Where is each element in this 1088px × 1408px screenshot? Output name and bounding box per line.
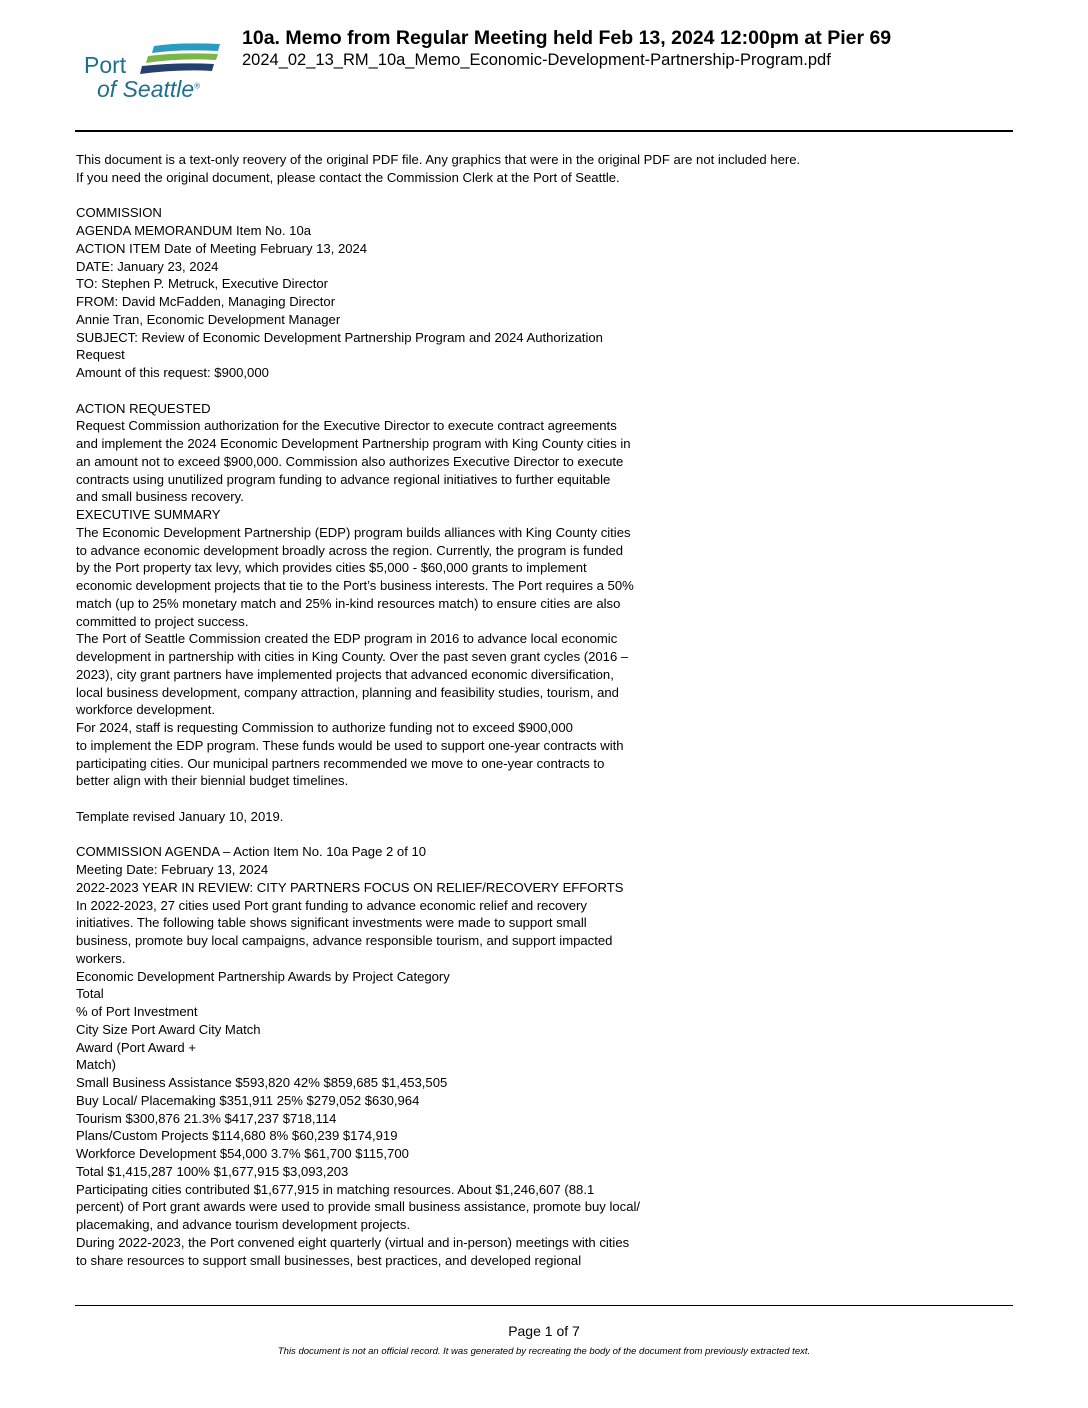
- document-filename: 2024_02_13_RM_10a_Memo_Economic-Development-Partnership-Program.pdf: [242, 51, 831, 69]
- body-text-line: to share resources to support small businesses, best practices, and developed regional: [76, 1252, 582, 1268]
- body-text-line: COMMISSION AGENDA – Action Item No. 10a Page 2 of 10: [76, 844, 427, 860]
- blank-line: [76, 826, 1006, 844]
- body-text-line: 2023), city grant partners have implemented projects that advanced economic diversification,: [76, 666, 614, 682]
- body-text-line: committed to project success.: [76, 613, 249, 629]
- body-text-line: The Economic Development Partnership (EDP) program builds alliances with King County cities: [76, 524, 631, 540]
- body-text-line: workers.: [76, 950, 126, 966]
- body-text-line: Template revised January 10, 2019.: [76, 808, 284, 824]
- logo-word-of-seattle: of Seattle®: [97, 76, 201, 102]
- document-body: [76, 151, 1006, 1269]
- body-text-line: Total $1,415,287 100% $1,677,915 $3,093,203: [76, 1163, 349, 1179]
- body-text-line: 2022-2023 YEAR IN REVIEW: CITY PARTNERS FOCUS ON RELIEF/RECOVERY EFFORTS: [76, 879, 624, 895]
- body-text-line: development in partnership with cities in King County. Over the past seven grant cycles (2016 –: [76, 649, 629, 664]
- body-text-line: business, promote buy local campaigns, advance responsible tourism, and support impacted: [76, 933, 613, 948]
- body-text-line: Award (Port Award +: [76, 1039, 196, 1055]
- body-text-line: Workforce Development $54,000 3.7% $61,700 $115,700: [76, 1146, 409, 1161]
- body-text-line: and implement the 2024 Economic Development Partnership program with King County cities in: [76, 436, 631, 451]
- body-text-line: workforce development.: [76, 702, 216, 718]
- body-text-line: Request Commission authorization for the Executive Director to execute contract agreements: [76, 418, 617, 434]
- blank-line: [76, 382, 1006, 400]
- body-text-line: Tourism $300,876 21.3% $417,237 $718,114: [76, 1110, 337, 1126]
- body-text-line: ACTION REQUESTED: [76, 400, 211, 416]
- body-text-line: During 2022-2023, the Port convened eight quarterly (virtual and in-person) meetings with cities: [76, 1234, 630, 1250]
- body-text-line: Meeting Date: February 13, 2024: [76, 862, 269, 877]
- body-text-line: Plans/Custom Projects $114,680 8% $60,239 $174,919: [76, 1128, 398, 1144]
- body-text-line: to advance economic development broadly across the region. Currently, the program is funded: [76, 542, 624, 558]
- body-text-line: ACTION ITEM Date of Meeting February 13, 2024: [76, 240, 368, 256]
- body-text-line: placemaking, and advance tourism development projects.: [76, 1217, 411, 1232]
- body-text-line: by the Port property tax levy, which provides cities $5,000 - $60,000 grants to implement: [76, 560, 587, 576]
- port-of-seattle-logo: [82, 42, 222, 104]
- body-text-line: AGENDA MEMORANDUM Item No. 10a: [76, 223, 312, 238]
- body-text-line: This document is a text-only reovery of the original PDF file. Any graphics that were in the original PDF are not included here.: [76, 152, 801, 167]
- body-text-line: Annie Tran, Economic Development Manager: [76, 311, 341, 327]
- body-text-line: initiatives. The following table shows significant investments were made to support small: [76, 915, 587, 931]
- body-text-line: Buy Local/ Placemaking $351,911 25% $279,052 $630,964: [76, 1092, 420, 1108]
- body-text-line: FROM: David McFadden, Managing Director: [76, 294, 336, 309]
- body-text-line: local business development, company attraction, planning and feasibility studies, tourism, and: [76, 684, 619, 700]
- body-text-line: Total: [76, 986, 104, 1002]
- body-text-line: Small Business Assistance $593,820 42% $859,685 $1,453,505: [76, 1075, 448, 1090]
- page-title: 10a. Memo from Regular Meeting held Feb 13, 2024 12:00pm at Pier 69: [242, 27, 892, 49]
- body-text-line: to implement the EDP program. These funds would be used to support one-year contracts with: [76, 737, 624, 753]
- body-text-line: EXECUTIVE SUMMARY: [76, 507, 221, 522]
- body-text-line: COMMISSION: [76, 205, 162, 221]
- body-text-line: and small business recovery.: [76, 489, 244, 505]
- body-text-line: If you need the original document, please contact the Commission Clerk at the Port of Seattle.: [76, 169, 620, 185]
- body-text-line: contracts using unutilized program funding to advance regional initiatives to further equitable: [76, 471, 611, 487]
- body-text-line: % of Port Investment: [76, 1004, 198, 1019]
- body-text-line: economic development projects that tie to the Port’s business interests. The Port requires a 50%: [76, 578, 634, 593]
- body-text-line: In 2022-2023, 27 cities used Port grant funding to advance economic relief and recovery: [76, 897, 587, 913]
- blank-line: [76, 790, 1006, 808]
- header-divider: [75, 130, 1013, 132]
- body-text-line: better align with their biennial budget timelines.: [76, 773, 349, 789]
- body-text-line: Participating cities contributed $1,677,915 in matching resources. About $1,246,607 (88.1: [76, 1181, 595, 1197]
- body-text-line: percent) of Port grant awards were used to provide small business assistance, promote buy local/: [76, 1199, 641, 1215]
- page-header: [0, 0, 1088, 132]
- body-text-line: Request: [76, 347, 125, 363]
- body-text-line: SUBJECT: Review of Economic Development Partnership Program and 2024 Authorization: [76, 329, 603, 345]
- body-text-line: For 2024, staff is requesting Commission to authorize funding not to exceed $900,000: [76, 720, 573, 735]
- body-text-line: Amount of this request: $900,000: [76, 365, 269, 380]
- blank-line: [76, 187, 1006, 205]
- body-text-line: match (up to 25% monetary match and 25% in-kind resources match) to ensure cities are also: [76, 595, 621, 611]
- logo-word-port: Port: [84, 52, 127, 78]
- footer-disclaimer: This document is not an official record. It was generated by recreating the body of the document from previously extracted text.: [277, 1346, 811, 1357]
- body-text-line: TO: Stephen P. Metruck, Executive Director: [76, 276, 329, 292]
- body-text-line: participating cities. Our municipal partners recommended we move to one-year contracts to: [76, 755, 605, 771]
- page-number: Page 1 of 7: [508, 1323, 580, 1339]
- logo-stripes-icon: [140, 42, 222, 78]
- body-text-line: DATE: January 23, 2024: [76, 258, 219, 274]
- footer-divider: [75, 1305, 1013, 1306]
- body-text-line: The Port of Seattle Commission created the EDP program in 2016 to advance local economic: [76, 631, 618, 647]
- body-text-line: an amount not to exceed $900,000. Commission also authorizes Executive Director to execute: [76, 453, 624, 469]
- body-text-line: Match): [76, 1057, 117, 1073]
- body-text-line: Economic Development Partnership Awards by Project Category: [76, 968, 450, 984]
- body-text-line: City Size Port Award City Match: [76, 1021, 261, 1037]
